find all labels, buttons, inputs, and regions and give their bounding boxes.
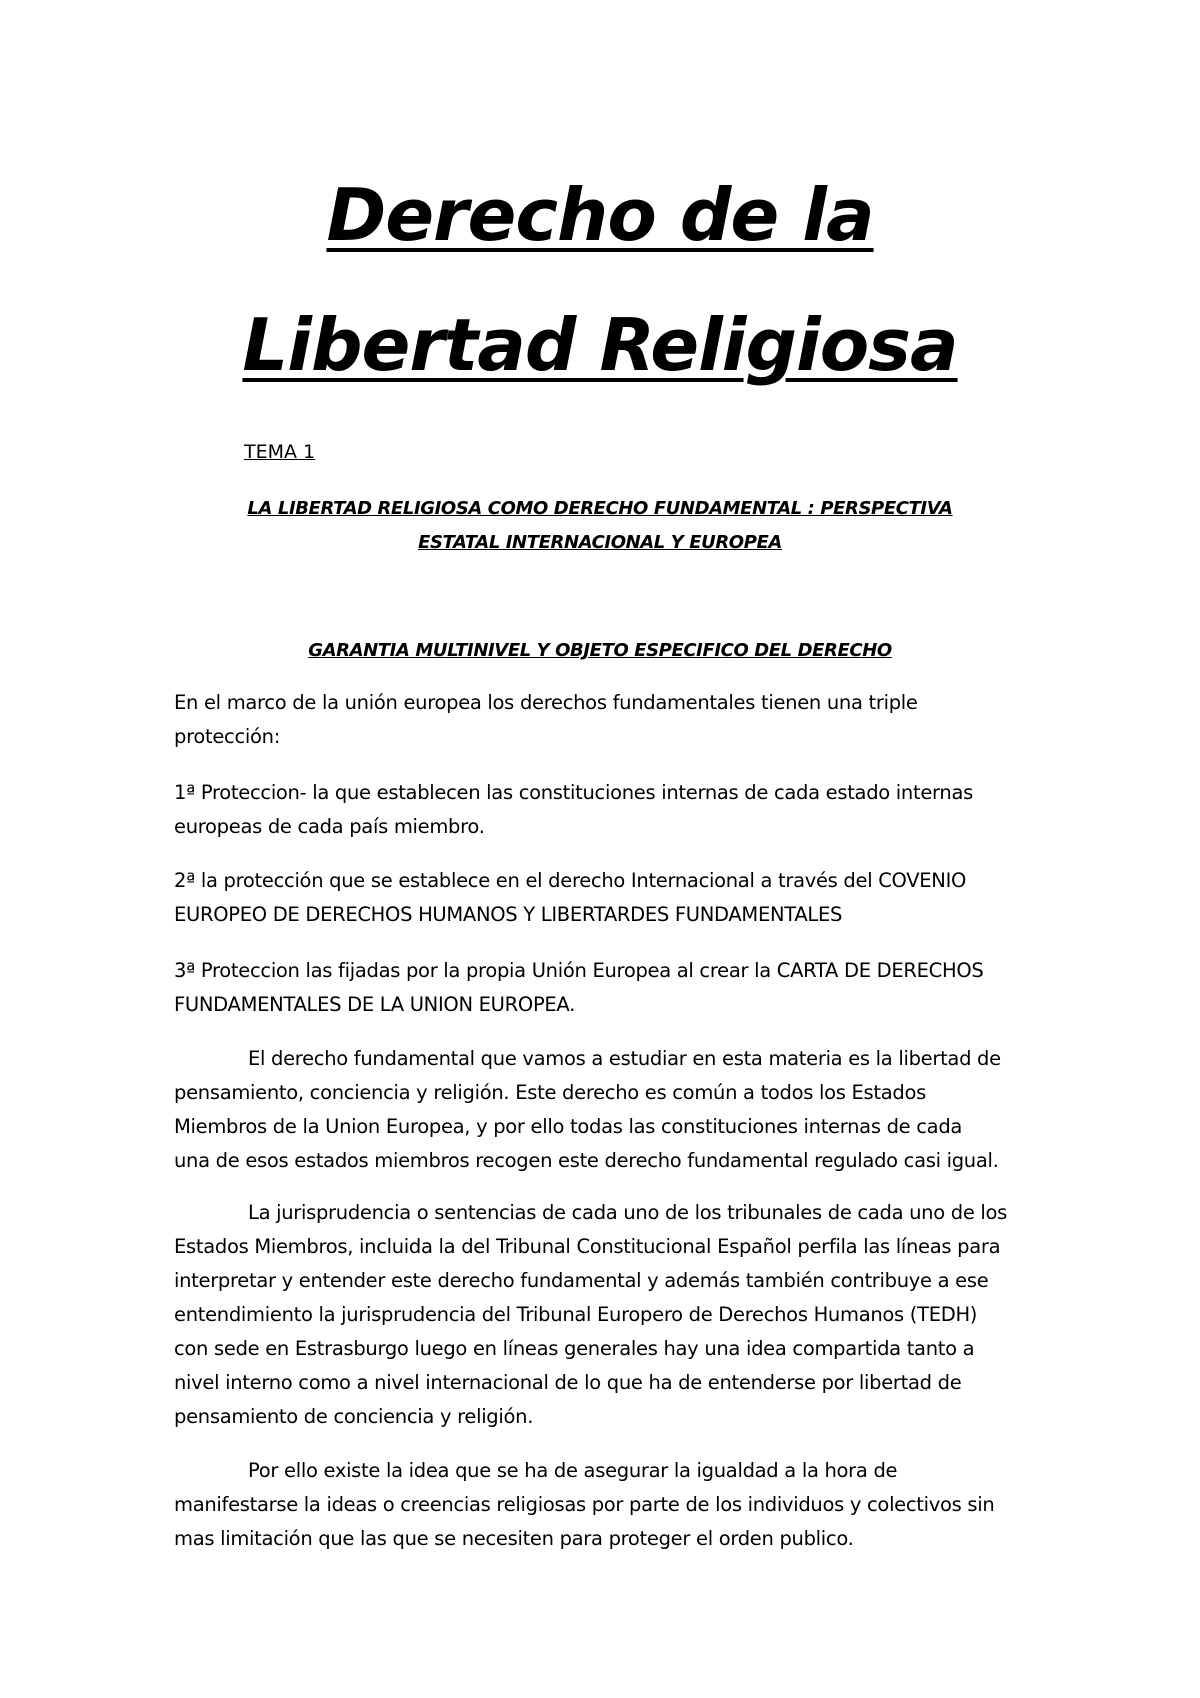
document-title-line-2: Libertad Religiosa: [242, 303, 958, 387]
paragraph-jurisprudence: [174, 1196, 1054, 1434]
paragraph-line: entendimiento la jurisprudencia del Tribunal Europero de Derechos Humanos (TEDH): [174, 1303, 978, 1326]
paragraph-third-protection: [174, 954, 1054, 1022]
paragraph-line: pensamiento de conciencia y religión.: [174, 1405, 534, 1428]
paragraph-line: 1ª Proteccion- la que establecen las constituciones internas de cada estado internas: [174, 781, 973, 804]
section-heading-line-1: LA LIBERTAD RELIGIOSA COMO DERECHO FUNDAMENTAL : PERSPECTIVA: [247, 498, 953, 519]
paragraph-intro: [174, 686, 1054, 754]
paragraph-fundamental-right: [174, 1042, 1054, 1178]
paragraph-equality: [174, 1454, 1054, 1556]
paragraph-line: 2ª la protección que se establece en el derecho Internacional a través del COVENIO: [174, 869, 967, 892]
paragraph-line: europeas de cada país miembro.: [174, 815, 485, 838]
paragraph-line: EUROPEO DE DERECHOS HUMANOS Y LIBERTARDES FUNDAMENTALES: [174, 903, 843, 926]
paragraph-line: una de esos estados miembros recogen este derecho fundamental regulado casi igual.: [174, 1149, 999, 1172]
paragraph-line: pensamiento, conciencia y religión. Este derecho es común a todos los Estados: [174, 1081, 926, 1104]
paragraph-line: nivel interno como a nivel internacional de lo que ha de entenderse por libertad de: [174, 1371, 962, 1394]
paragraph-line: mas limitación que las que se necesiten para proteger el orden publico.: [174, 1527, 854, 1550]
paragraph-line: La jurisprudencia o sentencias de cada uno de los tribunales de cada uno de los: [248, 1201, 1008, 1224]
paragraph-second-protection: [174, 864, 1054, 932]
paragraph-line: En el marco de la unión europea los derechos fundamentales tienen una triple: [174, 691, 918, 714]
paragraph-line: Por ello existe la idea que se ha de asegurar la igualdad a la hora de: [248, 1459, 898, 1482]
paragraph-line: Estados Miembros, incluida la del Tribunal Constitucional Español perfila las líneas para: [174, 1235, 1001, 1258]
paragraph-line: manifestarse la ideas o creencias religiosas por parte de los individuos y colectivos sin: [174, 1493, 995, 1516]
tema-label: TEMA 1: [244, 441, 316, 463]
paragraph-line: protección:: [174, 725, 280, 748]
paragraph-line: FUNDAMENTALES DE LA UNION EUROPEA.: [174, 993, 576, 1016]
paragraph-line: 3ª Proteccion las fijadas por la propia Unión Europea al crear la CARTA DE DERECHOS: [174, 959, 984, 982]
document-title-line-1: Derecho de la: [326, 173, 874, 257]
paragraph-first-protection: [174, 776, 1054, 844]
section-heading-line-2: ESTATAL INTERNACIONAL Y EUROPEA: [418, 532, 782, 553]
paragraph-line: interpretar y entender este derecho fundamental y además también contribuye a ese: [174, 1269, 989, 1292]
paragraph-line: El derecho fundamental que vamos a estudiar en esta materia es la libertad de: [248, 1047, 1001, 1070]
paragraph-line: Miembros de la Union Europea, y por ello todas las constituciones internas de cada: [174, 1115, 963, 1138]
paragraph-line: con sede en Estrasburgo luego en líneas generales hay una idea compartida tanto a: [174, 1337, 975, 1360]
subsection-heading: GARANTIA MULTINIVEL Y OBJETO ESPECIFICO DEL DERECHO: [308, 640, 892, 661]
